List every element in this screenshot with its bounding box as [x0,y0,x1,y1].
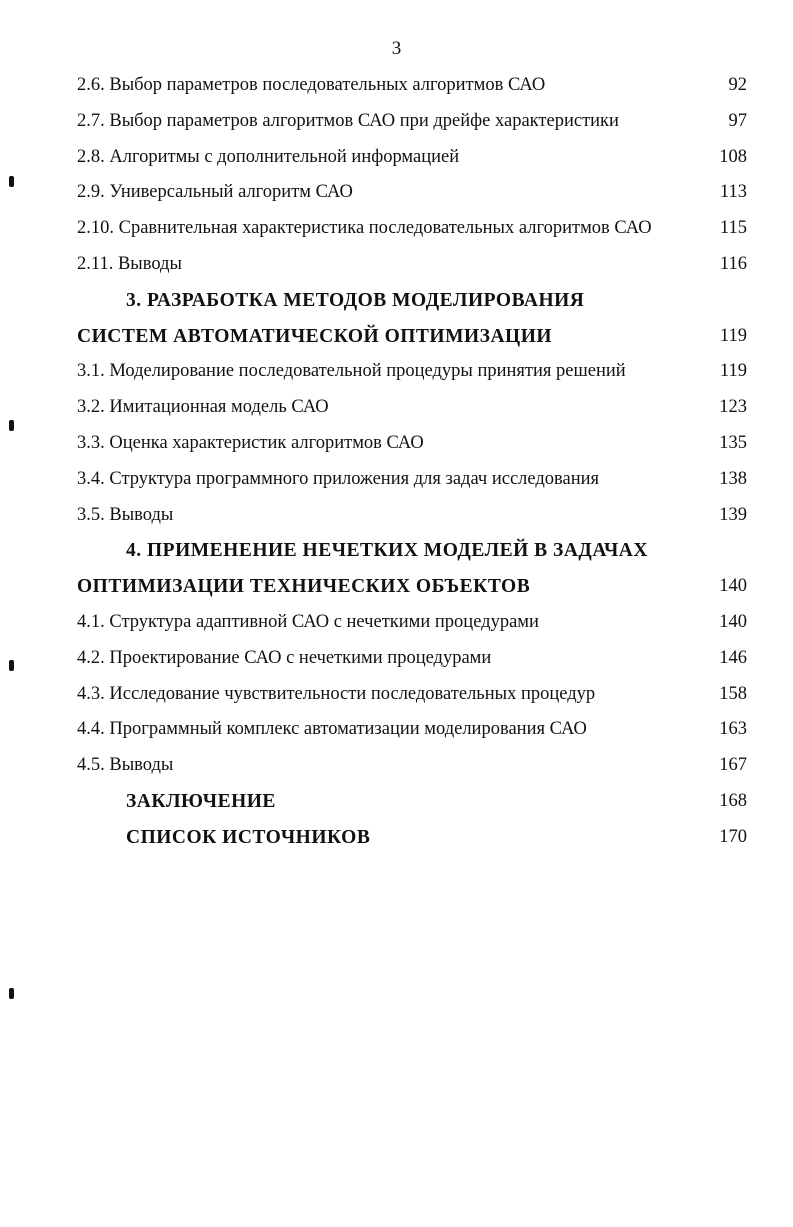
toc-entry [0,175,793,211]
toc-entry-title: 2.11. Выводы [77,253,182,274]
toc-entry-page: 139 [719,504,747,525]
toc-entry-title: 2.10. Сравнительная характеристика последовательных алгоритмов САО [77,218,652,239]
toc-entry [0,140,793,176]
toc-entry-title: 3.4. Структура программного приложения для задач исследования [77,468,600,489]
toc-entry-title: 3.2. Имитационная модель САО [77,397,329,418]
toc-entry-page: 119 [719,361,747,382]
toc-entry-page: 119 [719,325,747,346]
toc-entry [0,712,793,748]
toc-entry-page: 116 [719,253,747,274]
toc-chapter-title: СИСТЕМ АВТОМАТИЧЕСКОЙ ОПТИМИЗАЦИИ [77,325,553,347]
toc-entry-page: 168 [719,790,747,811]
toc-entry-page: 113 [719,182,747,203]
toc-entry-title: 3.3. Оценка характеристик алгоритмов САО [77,432,424,453]
toc-entry-title: 2.7. Выбор параметров алгоритмов САО при дрейфе характеристики [77,110,619,131]
toc-entry [0,68,793,104]
toc-entry-title: 2.6. Выбор параметров последовательных алгоритмов САО [77,75,546,95]
toc-entry [0,247,793,283]
toc-references [0,820,793,856]
toc-entry-page: 138 [719,468,747,489]
table-of-contents [0,68,793,856]
toc-chapter-heading [0,283,793,319]
toc-entry-page: 140 [719,576,747,597]
toc-entry [0,498,793,534]
toc-conclusion [0,784,793,820]
toc-chapter-title: ЗАКЛЮЧЕНИЕ [126,790,276,812]
toc-chapter-title: СПИСОК ИСТОЧНИКОВ [126,826,371,848]
toc-entry-page: 170 [719,826,747,847]
toc-entry-page: 92 [728,75,747,95]
toc-chapter-heading [0,533,793,569]
toc-entry-title: 2.8. Алгоритмы с дополнительной информацией [77,146,460,167]
toc-entry-page: 97 [728,110,747,131]
toc-chapter-title: ОПТИМИЗАЦИИ ТЕХНИЧЕСКИХ ОБЪЕКТОВ [77,576,531,598]
toc-entry [0,426,793,462]
toc-entry [0,677,793,713]
page-number: 3 [391,38,402,59]
toc-entry-page: 167 [719,755,747,776]
toc-entry-title: 4.2. Проектирование САО с нечеткими процедурами [77,647,492,668]
toc-entry-title: 4.4. Программный комплекс автоматизации моделирования САО [77,719,587,740]
toc-chapter-title: 3. РАЗРАБОТКА МЕТОДОВ МОДЕЛИРОВАНИЯ [126,289,585,311]
toc-entry [0,104,793,140]
toc-entry-title: 4.1. Структура адаптивной САО с нечеткими процедурами [77,611,539,632]
toc-entry-page: 123 [719,397,747,418]
toc-entry-page: 163 [719,719,747,740]
scan-mark [9,988,14,999]
toc-entry-title: 4.3. Исследование чувствительности последовательных процедур [77,683,596,704]
toc-entry-title: 3.5. Выводы [77,504,174,525]
toc-entry-page: 115 [719,218,747,239]
toc-entry [0,354,793,390]
toc-entry-page: 146 [719,647,747,668]
toc-entry [0,211,793,247]
toc-entry-title: 3.1. Моделирование последовательной процедуры принятия решений [77,361,626,382]
toc-entry-title: 2.9. Универсальный алгоритм САО [77,182,353,203]
toc-chapter-heading [0,569,793,605]
toc-chapter-title: 4. ПРИМЕНЕНИЕ НЕЧЕТКИХ МОДЕЛЕЙ В ЗАДАЧАХ [126,540,648,562]
toc-chapter-heading [0,319,793,355]
toc-entry [0,462,793,498]
toc-entry [0,605,793,641]
toc-entry [0,641,793,677]
toc-entry-title: 4.5. Выводы [77,755,174,776]
toc-entry-page: 135 [719,432,747,453]
toc-entry-page: 108 [719,146,747,167]
toc-entry [0,390,793,426]
toc-entry [0,748,793,784]
toc-entry-page: 140 [719,611,747,632]
toc-entry-page: 158 [719,683,747,704]
